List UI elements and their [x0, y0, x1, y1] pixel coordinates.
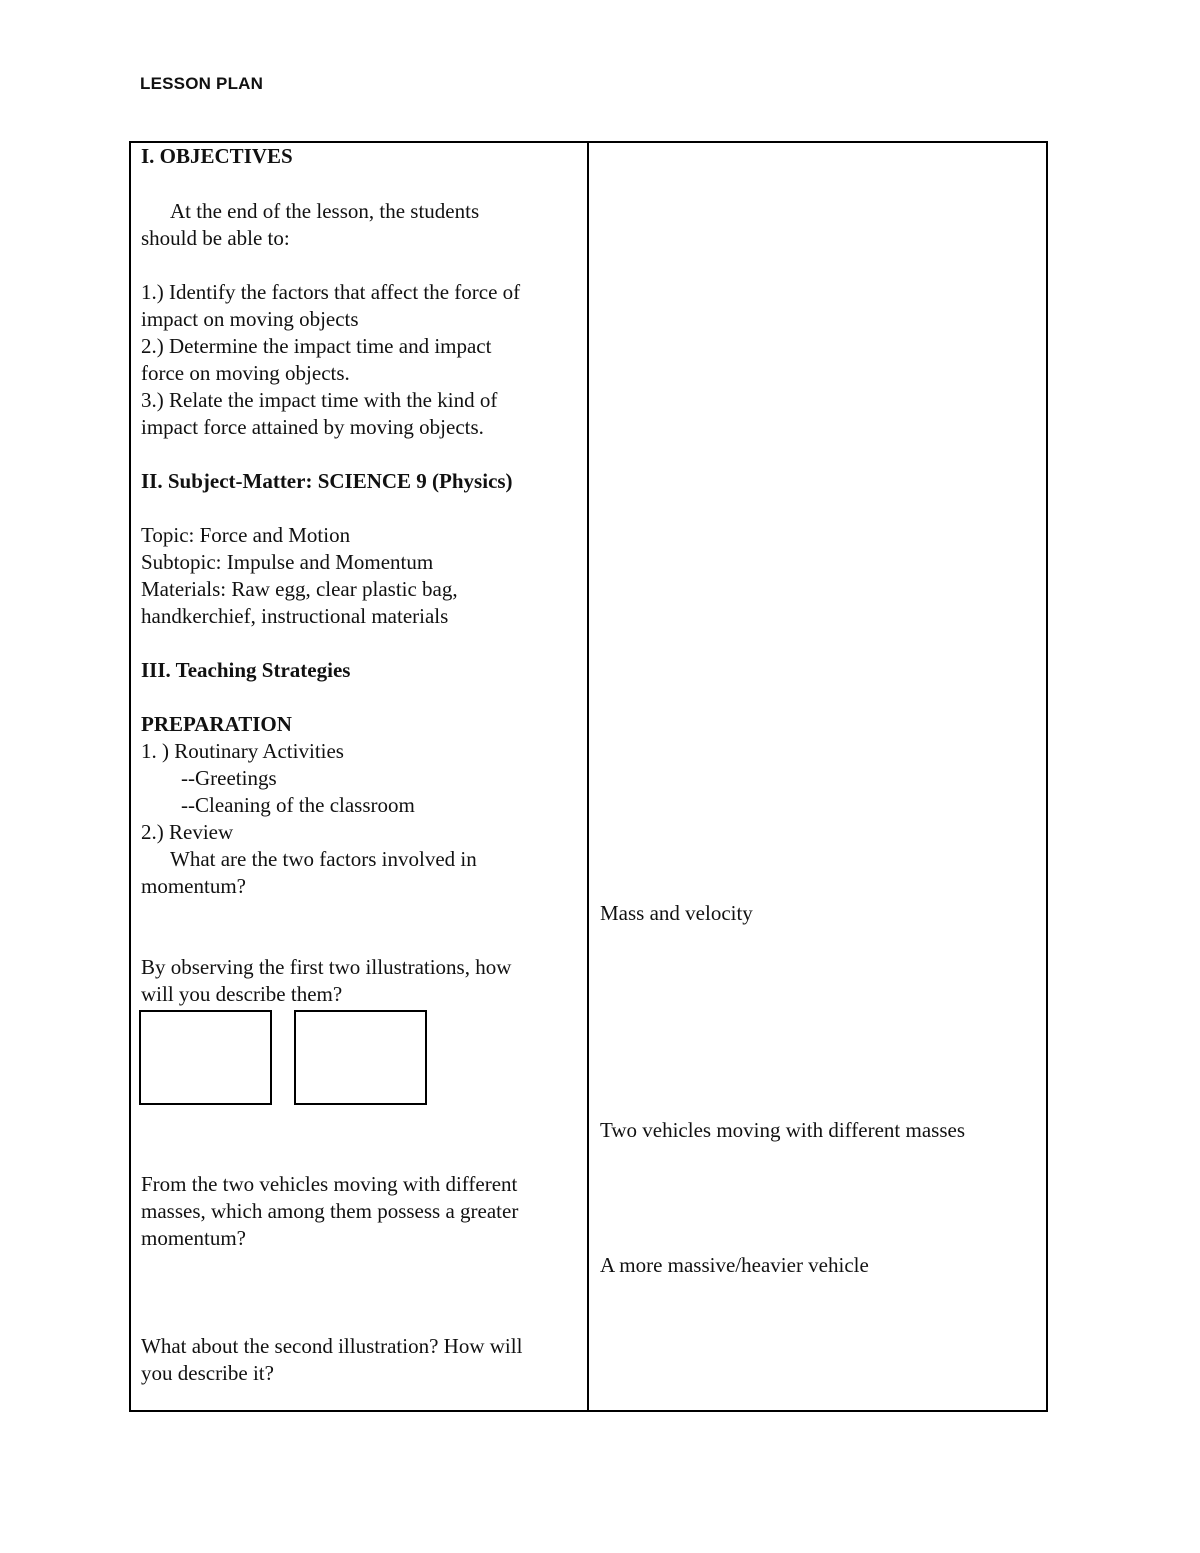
routinary-activities: 1. ) Routinary Activities: [141, 739, 344, 763]
observe-question: By observing the first two illustrations, how: [141, 955, 512, 979]
objectives-intro: At the end of the lesson, the students: [170, 199, 480, 223]
answer-illustrations: Two vehicles moving with different masses: [600, 1118, 965, 1142]
second-illustration-question: you describe it?: [141, 1361, 274, 1385]
objectives-heading: I. OBJECTIVES: [141, 144, 293, 168]
materials-line: handkerchief, instructional materials: [141, 604, 449, 628]
objective-item: 1.) Identify the factors that affect the force of: [141, 280, 521, 304]
objectives-intro: should be able to:: [141, 226, 290, 250]
illustration-box-2: [294, 1010, 427, 1105]
materials-line: Materials: Raw egg, clear plastic bag,: [141, 577, 458, 601]
vehicles-question: From the two vehicles moving with different: [141, 1172, 518, 1196]
objective-item: 2.) Determine the impact time and impact: [141, 334, 492, 358]
objective-item: impact on moving objects: [141, 307, 359, 331]
objective-item: impact force attained by moving objects.: [141, 415, 484, 439]
review-question: momentum?: [141, 874, 246, 898]
topic-line: Topic: Force and Motion: [141, 523, 351, 547]
objective-item: force on moving objects.: [141, 361, 350, 385]
review-question: What are the two factors involved in: [170, 847, 477, 871]
document-title: LESSON PLAN: [140, 74, 264, 93]
second-illustration-question: What about the second illustration? How will: [141, 1334, 523, 1358]
vehicles-question: masses, which among them possess a greater: [141, 1199, 519, 1223]
answer-factors: Mass and velocity: [600, 901, 753, 925]
vehicles-question: momentum?: [141, 1226, 246, 1250]
subject-matter-heading: II. Subject-Matter: SCIENCE 9 (Physics): [141, 469, 513, 493]
observe-question: will you describe them?: [141, 982, 343, 1006]
teaching-strategies-heading: III. Teaching Strategies: [141, 658, 351, 682]
preparation-heading: PREPARATION: [141, 712, 292, 736]
subtopic-line: Subtopic: Impulse and Momentum: [141, 550, 434, 574]
activity-greetings: --Greetings: [181, 766, 277, 790]
column-divider: [587, 141, 589, 1412]
answer-greater-momentum: A more massive/heavier vehicle: [600, 1253, 869, 1277]
review-label: 2.) Review: [141, 820, 234, 844]
activity-cleaning: --Cleaning of the classroom: [181, 793, 415, 817]
objective-item: 3.) Relate the impact time with the kind of: [141, 388, 498, 412]
illustration-box-1: [139, 1010, 272, 1105]
